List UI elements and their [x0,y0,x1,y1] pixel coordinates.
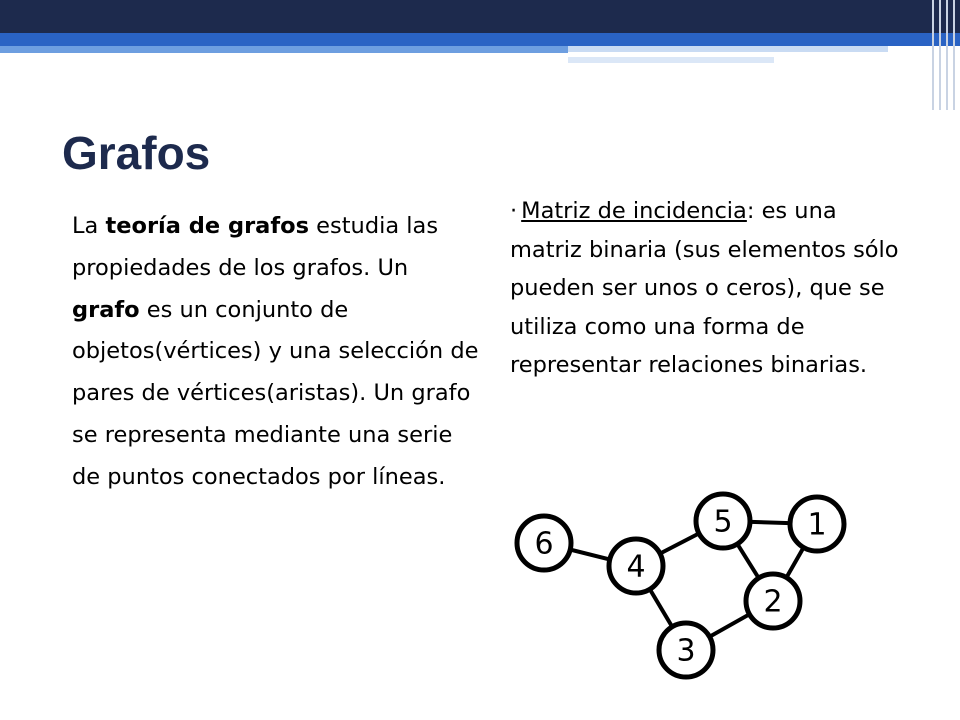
graph-node-label: 5 [713,504,733,540]
incidence-matrix-paragraph [510,192,910,385]
graph-node-label: 4 [626,549,646,585]
graph-diagram [500,480,860,690]
paragraph-text: es un conjunto de objetos(vértices) y una selección de pares de vértices(aristas). Un grafo se representa mediante una serie de puntos conectados por líneas. [72,296,479,490]
definition-paragraph [72,206,482,499]
header-band-blue [0,33,960,46]
graph-node-label: 3 [676,633,696,669]
bullet-icon: · [510,198,518,224]
header-band-dark [0,0,960,33]
paragraph-text: : es una matriz binaria (sus elementos sólo pueden ser unos o ceros), que se utiliza como una forma de representar relaciones binarias. [510,198,899,378]
graph-node-label: 2 [763,584,783,620]
incidence-matrix-term: Matriz de incidencia [521,198,747,224]
graph-node-label: 6 [534,526,554,562]
graph-node-5 [696,494,750,548]
paragraph-text: estudia las propiedades de los grafos. Un [72,213,439,281]
header-band-light [0,46,568,53]
graph-node-2 [746,574,800,628]
header-stripes [928,0,960,110]
bold-term-graph-theory: teoría de grafos [105,213,310,239]
graph-node-label: 1 [807,507,827,543]
graph-node-4 [609,539,663,593]
bold-term-graph: grafo [72,296,140,323]
slide-title: Grafos [62,127,211,179]
graph-node-3 [659,623,713,677]
header-band-light-right [568,46,888,52]
graph-node-1 [790,497,844,551]
header-band-pale [568,57,774,63]
paragraph-text: La [72,213,106,239]
graph-node-6 [517,516,571,570]
